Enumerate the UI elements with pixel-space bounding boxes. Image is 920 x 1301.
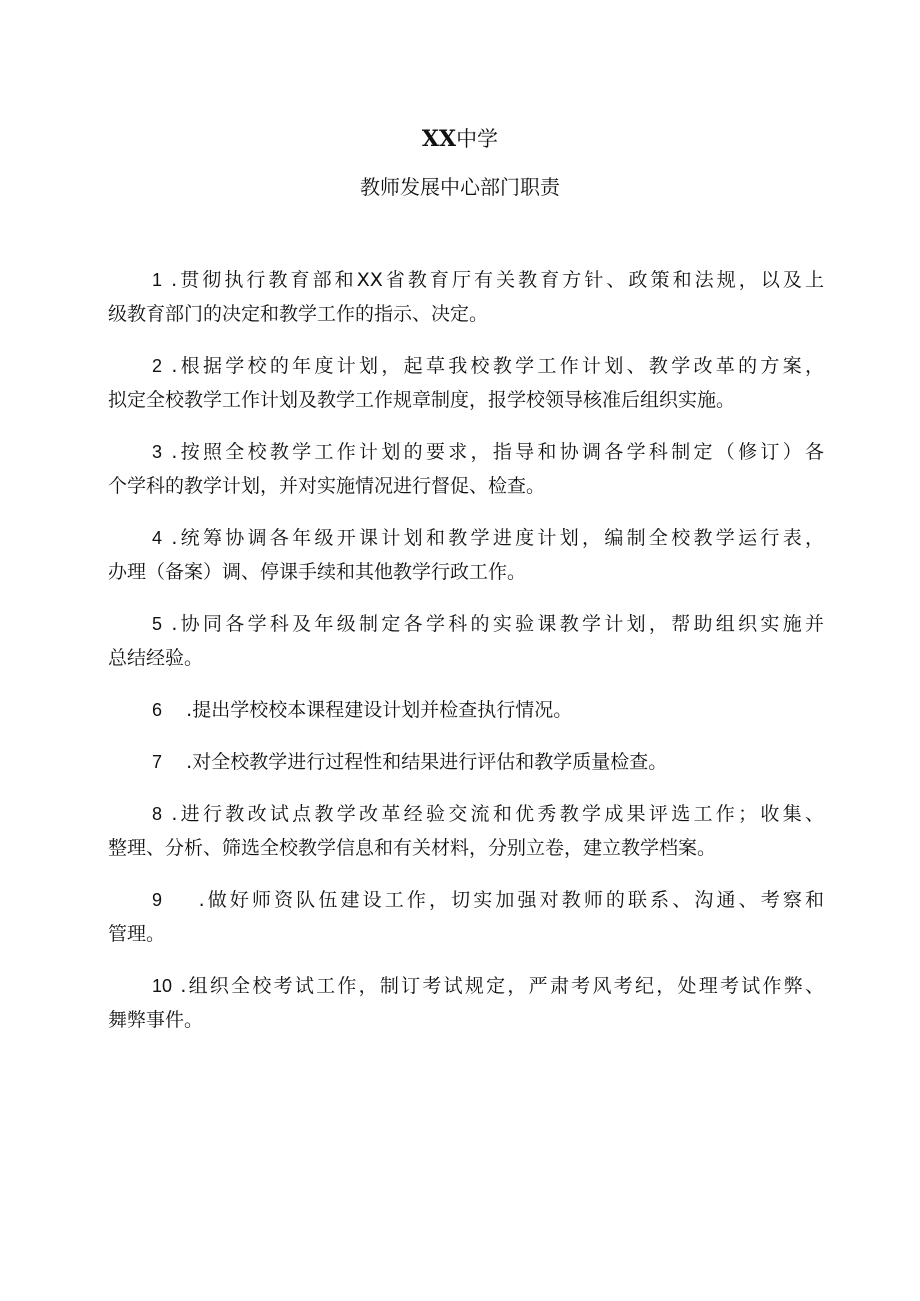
list-item-continuation: 办理（备案）调、停课手续和其他教学行政工作。 xyxy=(108,561,527,583)
list-item-first-line xyxy=(108,693,824,727)
list-item-continuation: 个学科的教学计划，并对实施情况进行督促、检查。 xyxy=(108,475,546,497)
list-item xyxy=(108,969,824,1037)
list-item-text: .根据学校的年度计划，起草我校教学工作计划、教学改革的方案， xyxy=(162,355,824,377)
list-item-number: 5 xyxy=(152,614,163,634)
list-item-number: 9 xyxy=(152,890,163,910)
list-item-first-line xyxy=(108,607,824,641)
list-item-text: .统筹协调各年级开课计划和教学进度计划，编制全校教学运行表， xyxy=(162,527,824,549)
list-item xyxy=(108,693,824,727)
page-subtitle: 教师发展中心部门职责 xyxy=(360,175,560,199)
list-item-first-line xyxy=(108,797,824,831)
responsibility-list xyxy=(108,263,824,1055)
list-item-text: .贯彻执行教育部和XX省教育厅有关教育方针、政策和法规，以及上 xyxy=(162,269,824,291)
list-item-number: 6 xyxy=(152,700,163,720)
list-item-continuation: 管理。 xyxy=(108,923,166,945)
list-item-text: .进行教改试点教学改革经验交流和优秀教学成果评选工作；收集、 xyxy=(162,803,824,825)
title-school-prefix: XX xyxy=(421,126,457,152)
list-item-first-line xyxy=(108,521,824,555)
list-item xyxy=(108,607,824,675)
list-item-number: 10 xyxy=(152,976,173,996)
list-item-first-line xyxy=(108,263,824,297)
list-item-first-line xyxy=(108,969,824,1003)
list-item-text: .对全校教学进行过程性和结果进行评估和教学质量检查。 xyxy=(162,751,668,773)
list-item xyxy=(108,349,824,417)
list-item-number: 7 xyxy=(152,752,163,772)
list-item-number: 4 xyxy=(152,528,163,548)
list-item-continuation: 舞弊事件。 xyxy=(108,1009,204,1031)
list-item-first-line xyxy=(108,883,824,917)
list-item-text: .协同各学科及年级制定各学科的实验课教学计划，帮助组织实施并 xyxy=(162,613,824,635)
list-item xyxy=(108,797,824,865)
list-item-text: .按照全校教学工作计划的要求，指导和协调各学科制定（修订）各 xyxy=(162,441,824,463)
list-item xyxy=(108,745,824,779)
list-item xyxy=(108,883,824,951)
list-item-continuation: 总结经验。 xyxy=(108,647,204,669)
list-item-text: .组织全校考试工作，制订考试规定，严肃考风考纪，处理考试作弊、 xyxy=(172,975,824,997)
page-title xyxy=(0,124,920,154)
list-item-first-line xyxy=(108,349,824,383)
list-item-first-line xyxy=(108,745,824,779)
list-item-number: 3 xyxy=(152,442,163,462)
list-item-continuation: 拟定全校教学工作计划及教学工作规章制度，报学校领导核准后组织实施。 xyxy=(108,389,736,411)
list-item-number: 8 xyxy=(152,804,163,824)
list-item xyxy=(108,521,824,589)
list-item xyxy=(108,435,824,503)
list-item-number: 1 xyxy=(152,270,163,290)
list-item-text: .做好师资队伍建设工作，切实加强对教师的联系、沟通、考察和 xyxy=(162,889,824,911)
list-item-number: 2 xyxy=(152,356,163,376)
title-school-suffix: 中学 xyxy=(456,127,499,151)
list-item-continuation: 级教育部门的决定和教学工作的指示、决定。 xyxy=(108,303,489,325)
list-item-first-line xyxy=(108,435,824,469)
list-item-text: .提出学校校本课程建设计划并检查执行情况。 xyxy=(162,699,573,721)
list-item xyxy=(108,263,824,331)
list-item-continuation: 整理、分析、筛选全校教学信息和有关材料，分别立卷，建立教学档案。 xyxy=(108,837,717,859)
